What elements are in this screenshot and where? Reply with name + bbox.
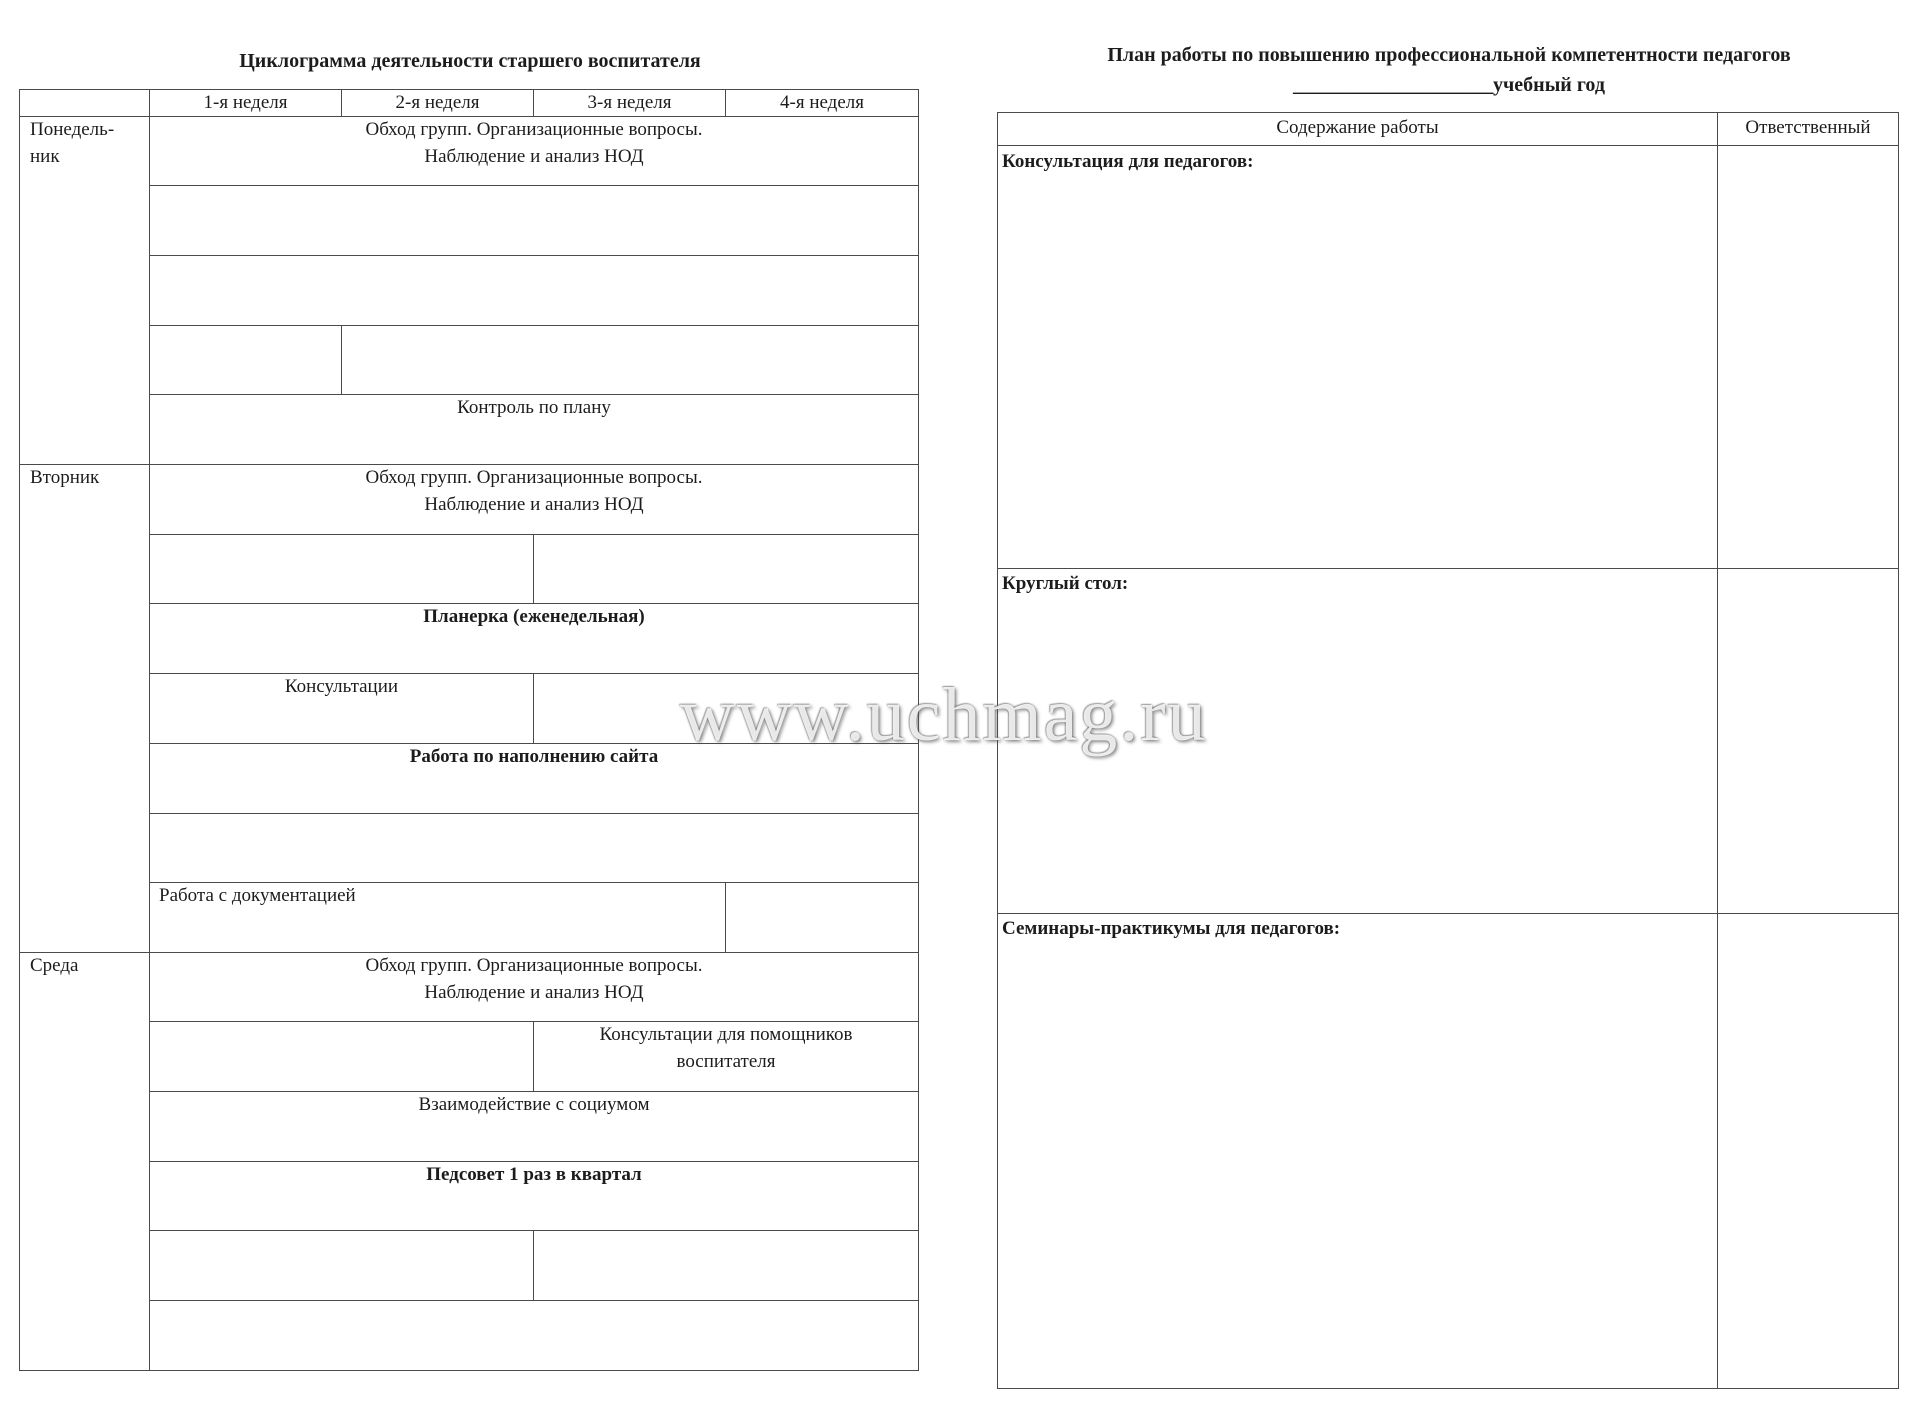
watermark: www.uchmag.ru [680,673,1208,757]
week-3-header: 3-я неделя [587,92,672,113]
tuesday-round-text: Обход групп. Организационные вопросы. Наблюдение и анализ НОД [365,467,703,515]
tuesday-consultations-text: Консультации [284,676,399,697]
monday-round-text: Обход групп. Организационные вопросы. Наблюдение и анализ НОД [365,119,703,167]
day-wednesday: Среда [30,955,79,976]
right-table-title: План работы по повышению профессиональной компетентности педагогов [1107,44,1791,66]
wednesday-council-text: Педсовет 1 раз в квартал [426,1164,642,1185]
tuesday-meeting-text: Планерка (еженедельная) [423,606,645,627]
col-responsible-header: Ответственный [1745,117,1871,138]
week-4-header: 4-я неделя [780,92,864,113]
section-round-table: Круглый стол: [1002,573,1129,594]
day-monday: Понедель- ник [30,119,115,167]
wednesday-society-text: Взаимодействие с социумом [418,1094,650,1115]
wednesday-assistant-consult-text: Консультации для помощников воспитателя [599,1024,853,1072]
section-seminars: Семинары-практикумы для педагогов: [1002,918,1341,939]
col-content-header: Содержание работы [1276,117,1439,138]
right-table-year: ____________________учебный год [1293,74,1605,96]
left-table-title: Циклограмма деятельности старшего воспитателя [239,50,701,72]
section-consultation: Консультация для педагогов: [1002,151,1254,172]
monday-control-text: Контроль по плану [457,397,611,418]
tuesday-documentation-text: Работа с документацией [159,885,356,906]
tuesday-site-work-text: Работа по наполнению сайта [409,746,659,767]
week-2-header: 2-я неделя [395,92,480,113]
wednesday-round-text: Обход групп. Организационные вопросы. Наблюдение и анализ НОД [365,955,703,1003]
day-tuesday: Вторник [30,467,100,488]
week-1-header: 1-я неделя [203,92,288,113]
